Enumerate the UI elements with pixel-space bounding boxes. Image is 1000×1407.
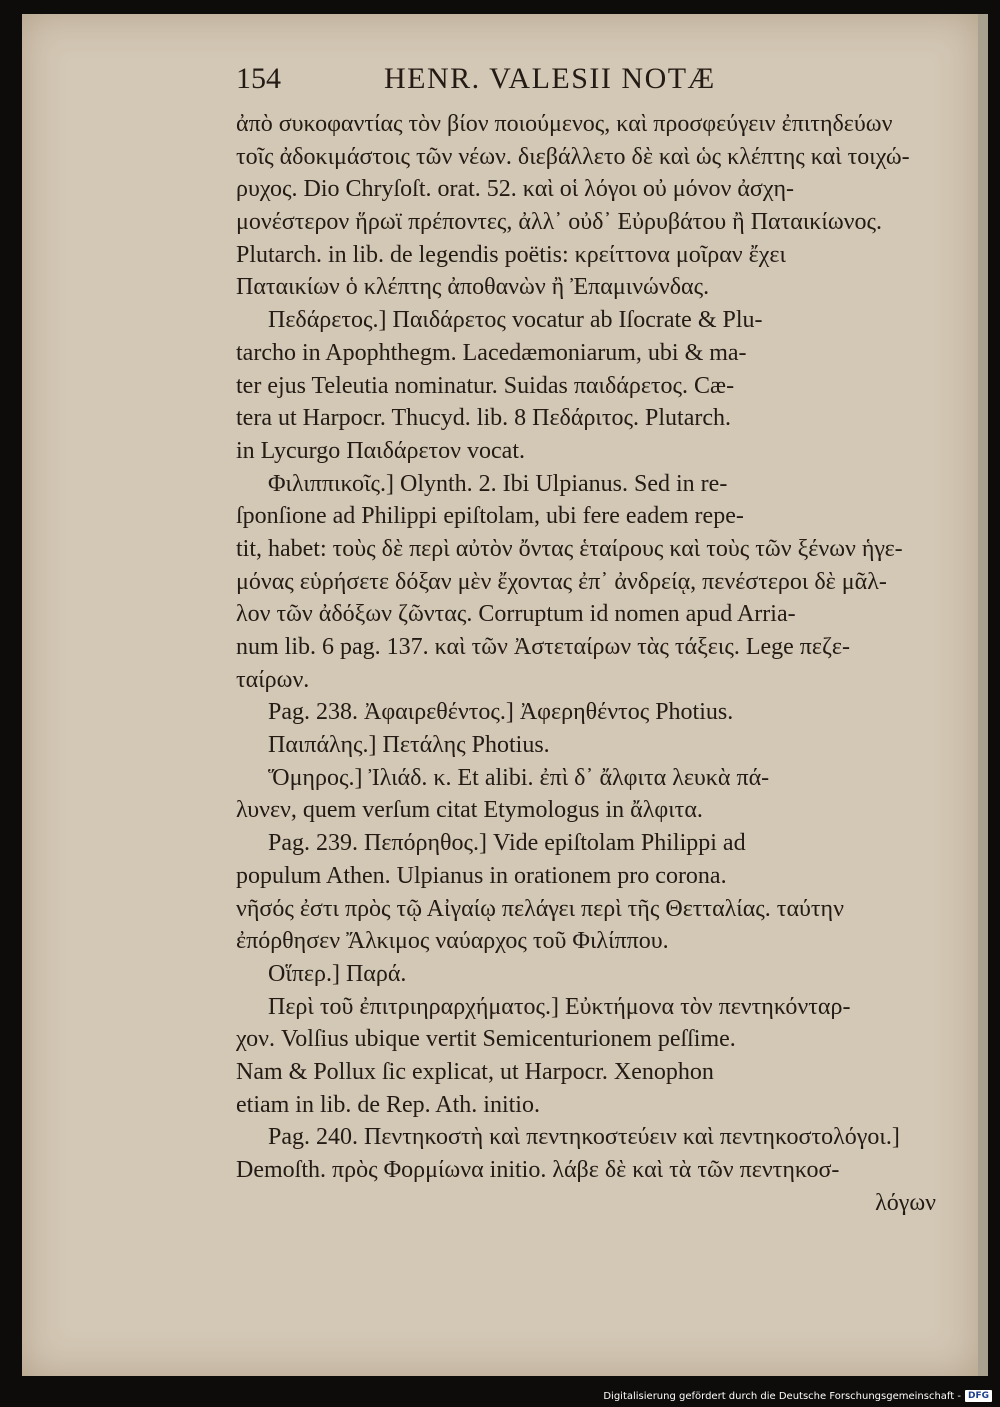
digitization-footer — [603, 1389, 992, 1403]
text-line: populum Athen. Ulpianus in orationem pro corona. — [236, 862, 727, 889]
dfg-logo: DFG — [965, 1390, 992, 1402]
page-number: 154 — [236, 62, 281, 95]
text-line: Pag. 238. Ἀφαιρεθέντος.] Ἀφερηθέντος Photius. — [268, 699, 734, 726]
text-line: ταίρων. — [236, 666, 310, 693]
text-line: etiam in lib. de Rep. Ath. initio. — [236, 1091, 540, 1118]
text-line: Demoſth. πρὸς Φορμίωνα initio. λάβε δὲ καὶ τὰ τῶν πεντηκοσ- — [236, 1157, 840, 1183]
text-line: tarcho in Apophthegm. Lacedæmoniarum, ubi & ma- — [236, 339, 747, 366]
text-line: Πεδάρετος.] Παιδάρετος vocatur ab Iſocrate & Plu- — [268, 307, 763, 334]
text-line: λον τῶν ἀδόξων ζῶντας. Corruptum id nomen apud Arria- — [236, 601, 796, 628]
text-line: λόγων — [875, 1189, 936, 1216]
text-line: num lib. 6 pag. 137. καὶ τῶν Ἀστεταίρων τὰς τάξεις. Lege πεζε- — [236, 634, 851, 660]
text-line: ſponſione ad Philippi epiſtolam, ubi fere eadem repe- — [236, 503, 744, 530]
text-line: tera ut Harpocr. Thucyd. lib. 8 Πεδάριτος. Plutarch. — [236, 405, 731, 432]
text-line: Οἵπερ.] Παρά. — [268, 960, 407, 987]
text-line: in Lycurgo Παιδάρετον vocat. — [236, 437, 525, 464]
page-header — [236, 62, 936, 102]
text-line: tit, habet: τοὺς δὲ περὶ αὐτὸν ὄντας ἑταίρους καὶ τοὺς τῶν ξένων ἡγε- — [236, 535, 903, 562]
text-line: ἐπόρθησεν Ἄλκιμος ναύαρχος τοῦ Φιλίππου. — [236, 928, 669, 955]
text-line: Παταικίων ὁ κλέπτης ἀποθανὼν ἢ Ἐπαμινώνδας. — [236, 274, 710, 301]
text-line: χον. Volſius ubique vertit Semicenturionem peſſime. — [236, 1026, 736, 1053]
text-line: Παιπάλης.] Πετάλης Photius. — [268, 732, 550, 759]
text-line: Nam & Pollux ſic explicat, ut Harpocr. Xenophon — [236, 1058, 714, 1085]
body-text — [236, 108, 936, 1219]
text-line: Pag. 240. Πεντηκοστὴ καὶ πεντηκοστεύειν καὶ πεντηκοστολόγοι.] — [268, 1124, 900, 1151]
page-edge — [978, 14, 988, 1376]
text-line: νῆσός ἐστι πρὸς τῷ Αἰγαίῳ πελάγει περὶ τῆς Θετταλίας. ταύτην — [236, 895, 844, 922]
running-title: HENR. VALESII NOTÆ — [384, 62, 716, 95]
text-line: ἀπὸ συκοφαντίας τὸν βίον ποιούμενος, καὶ προσφεύγειν ἐπιτηδεύων — [236, 111, 893, 137]
text-line: Pag. 239. Πεπόρηθος.] Vide epiſtolam Philippi ad — [268, 830, 746, 857]
footer-text: Digitalisierung gefördert durch die Deutsche Forschungsgemeinschaft - — [603, 1390, 961, 1402]
text-line: Plutarch. in lib. de legendis poëtis: κρείττονα μοῖραν ἔχει — [236, 241, 786, 268]
text-line: ter ejus Teleutia nominatur. Suidas παιδάρετος. Cæ- — [236, 372, 735, 399]
text-line: μόνας εὑρήσετε δόξαν μὲν ἔχοντας ἐπ᾽ ἀνδρείᾳ, πενέστεροι δὲ μᾶλ- — [236, 568, 887, 595]
text-line: τοῖς ἀδοκιμάστοις τῶν νέων. διεβάλλετο δὲ καὶ ὡς κλέπτης καὶ τοιχώ- — [236, 143, 910, 170]
text-line: Ὅμηρος.] Ἰλιάδ. κ. Et alibi. ἐπὶ δ᾽ ἄλφιτα λευκὰ πά- — [268, 764, 770, 791]
text-line: λυνεν, quem verſum citat Etymologus in ἄλφιτα. — [236, 797, 703, 824]
text-line: Περὶ τοῦ ἐπιτριηραρχήματος.] Εὐκτήμονα τὸν πεντηκόνταρ- — [268, 993, 851, 1020]
text-line: μονέστερον ἥρωϊ πρέποντες, ἀλλ᾽ οὐδ᾽ Εὐρυβάτου ἢ Παταικίωνος. — [236, 209, 883, 236]
text-line: ρυχος. Dio Chryſoſt. orat. 52. καὶ οἱ λόγοι οὐ μόνον ἀσχη- — [236, 176, 795, 203]
text-line: Φιλιππικοῖς.] Olynth. 2. Ibi Ulpianus. Sed in re- — [268, 470, 728, 497]
